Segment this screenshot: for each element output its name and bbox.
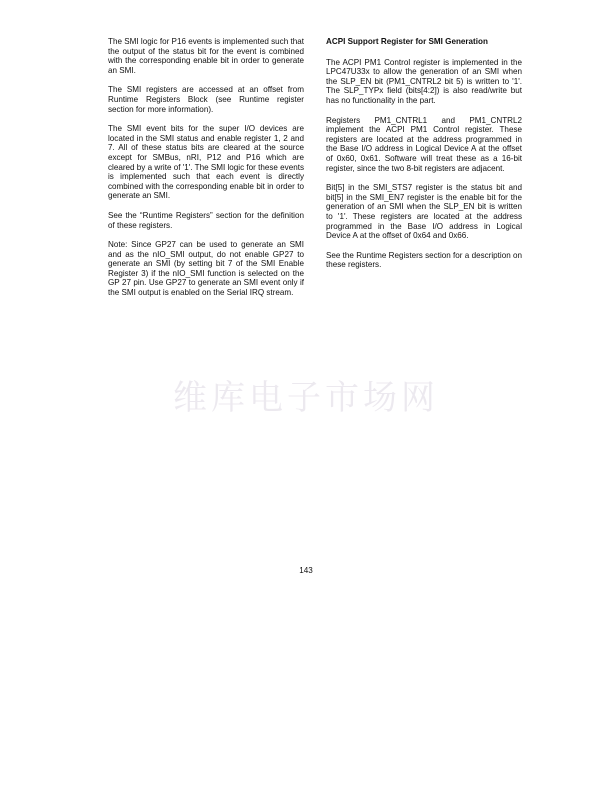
paragraph-see-runtime-section: See the Runtime Registers section for a description on these registers. bbox=[326, 250, 522, 270]
paragraph-smi-event-bits: The SMI event bits for the super I/O devices are located in the SMI status and enable register 1, 2 and 7. All of these status bits are cleared at the source except for SMBus, nRI, P12 and P16 which are cleared by a write of '1'. The SMI logic for these events is implemented such that each event is directly combined with the corresponding enable bit in order to generate an SMI. bbox=[108, 124, 304, 201]
paragraph-smi-registers-offset: The SMI registers are accessed at an offset from Runtime Registers Block (see Runtime register section for more information). bbox=[108, 85, 304, 114]
paragraph-pm1-cntrl-registers: Registers PM1_CNTRL1 and PM1_CNTRL2 implement the ACPI PM1 Control register. These registers are located at the address programmed in the Base I/O address in Logical Device A at the offset of 0x60, 0x61. Software will treat these as a 16-bit register, since the two 8-bit registers are adjacent. bbox=[326, 115, 522, 173]
page-number: 143 bbox=[299, 566, 313, 575]
right-column bbox=[326, 37, 522, 280]
watermark-text: 维库电子市场网 bbox=[173, 378, 439, 418]
paragraph-see-runtime-registers: See the “Runtime Registers” section for the definition of these registers. bbox=[108, 210, 304, 230]
paragraph-smi-sts7-bit5: Bit[5] in the SMI_STS7 register is the status bit and bit[5] in the SMI_EN7 register is the enable bit for the generation of an SMI when the SLP_EN bit is written to '1'. These registers are located at the address programmed in the Base I/O address in Logical Device A at the offset of 0x64 and 0x66. bbox=[326, 183, 522, 241]
paragraph-p16-smi-logic: The SMI logic for P16 events is implemented such that the output of the status bit for the event is combined with the corresponding enable bit in order to generate an SMI. bbox=[108, 37, 304, 75]
section-heading: ACPI Support Register for SMI Generation bbox=[326, 37, 488, 46]
left-column bbox=[108, 37, 304, 308]
paragraph-gp27-note: Note: Since GP27 can be used to generate an SMI and as the nIO_SMI output, do not enable GP27 to generate an SMI (by setting bit 7 of the SMI Enable Register 3) if the nIO_SMI function is selected on the GP 27 pin. Use GP27 to generate an SMI event only if the SMI output is enabled on the Serial IRQ stream. bbox=[108, 240, 304, 298]
paragraph-acpi-pm1-control: The ACPI PM1 Control register is implemented in the LPC47U33x to allow the generation of an SMI when the SLP_EN bit (PM1_CNTRL2 bit 5) is written to '1'. The SLP_TYPx field (bits[4:2]) is also read/write but has no functionality in the part. bbox=[326, 57, 522, 105]
